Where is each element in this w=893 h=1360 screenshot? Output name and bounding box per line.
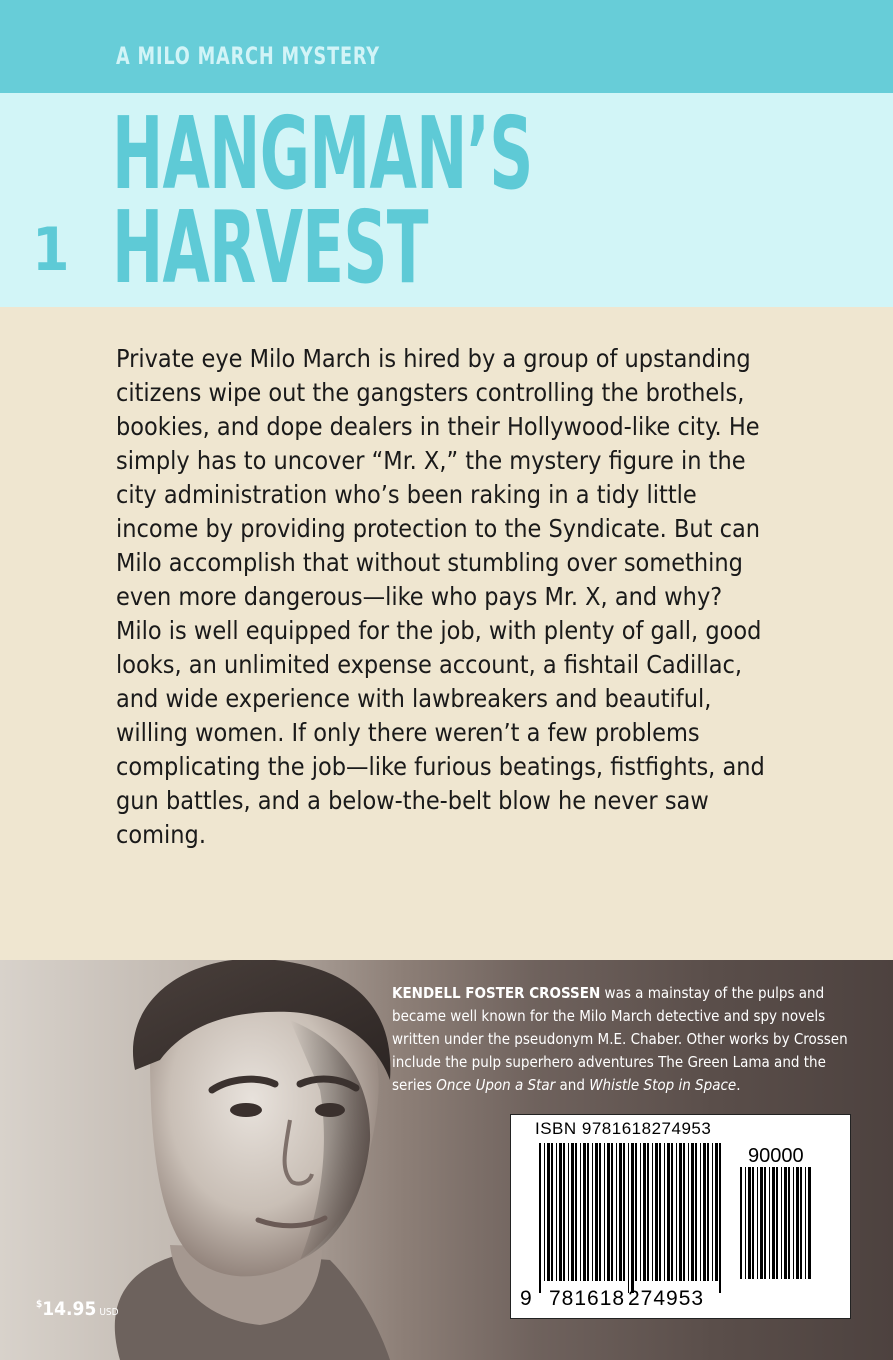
barcode-bar (719, 1143, 721, 1293)
barcode-bar (715, 1143, 718, 1281)
barcode-bar (776, 1167, 778, 1279)
barcode-bar (748, 1167, 751, 1279)
barcode-bar (611, 1143, 613, 1281)
barcode-bars (539, 1143, 724, 1293)
barcode-bar (619, 1143, 622, 1281)
barcode-bar (769, 1167, 770, 1279)
barcode-bar (631, 1143, 634, 1293)
barcode-bar (595, 1143, 598, 1281)
isbn-label: ISBN 9781618274953 (535, 1119, 712, 1138)
barcode-bar (700, 1143, 701, 1281)
series-title-once-upon-a-star: Once Upon a Star (436, 1076, 556, 1094)
barcode-bar (800, 1167, 802, 1279)
barcode-bar (796, 1167, 799, 1279)
barcode-bar (664, 1143, 665, 1281)
barcode-bar (740, 1167, 742, 1279)
barcode-bar (760, 1167, 763, 1279)
author-bio-text: was a mainstay of the pulps and became well known for the Milo March detective and spy novels written under the pseudonym M.E. Chaber. Other works by Crossen include the pulp superhero adventures The Green Lama and the series (392, 984, 848, 1094)
book-blurb: Private eye Milo March is hired by a group of upstanding citizens wipe out the gangsters controlling the brothels, bookies, and dope dealers in their Hollywood-like city. He simply has to uncover “Mr. X,” the mystery figure in the city administration who’s been raking in a tidy little income by providing protection to the Syndicate. But can Milo accomplish that without stumbling over something even more dangerous—like who pays Mr. X, and why? Milo is well equipped for the job, with plenty of gall, good looks, an unlimited expense account, a fishtail Cadillac, and wide experience with lawbreakers and beautiful, willing women. If only there weren’t a few problems complicating the job—like furious beatings, fistfights, and gun battles, and a below-the-belt blow he never saw coming. (116, 344, 765, 849)
barcode-bar (703, 1143, 706, 1281)
barcode-bar (793, 1167, 794, 1279)
barcode-bar (659, 1143, 661, 1281)
barcode-digits-right: 274953 (628, 1287, 705, 1310)
addon-barcode-bars (740, 1167, 812, 1291)
barcode-bar (559, 1143, 562, 1281)
book-title-line-2: HARVEST (112, 189, 428, 306)
barcode-bar (784, 1167, 787, 1279)
barcode-bar (607, 1143, 610, 1281)
book-title-line-1: HANGMAN’S (112, 95, 533, 212)
currency-symbol: $ (36, 1299, 43, 1310)
barcode-bar (688, 1143, 689, 1281)
price-amount: 14.95 (42, 1298, 97, 1320)
barcode-bar (667, 1143, 670, 1281)
barcode-bar (587, 1143, 589, 1281)
series-title-whistle-stop: Whistle Stop in Space (589, 1076, 737, 1094)
barcode-bar (544, 1143, 545, 1281)
volume-number: 1 (32, 215, 70, 285)
barcode-bar (556, 1143, 557, 1281)
price-currency: USD (99, 1307, 119, 1318)
barcode-bar (580, 1143, 581, 1281)
barcode-bar (676, 1143, 677, 1281)
author-bio-and: and (555, 1076, 590, 1094)
author-bio (392, 982, 860, 1097)
barcode-bar (599, 1143, 601, 1281)
barcode-bar (707, 1143, 709, 1281)
barcode-bar (757, 1167, 758, 1279)
barcode-bar (623, 1143, 625, 1281)
barcode-bar (788, 1167, 790, 1279)
author-bio-end: . (736, 1076, 741, 1094)
barcode-bar (604, 1143, 605, 1281)
barcode-bar (745, 1167, 746, 1279)
barcode-bar (808, 1167, 811, 1279)
barcode-bar (568, 1143, 569, 1281)
barcode-bar (781, 1167, 782, 1279)
barcode-bar (635, 1143, 637, 1281)
barcode-bar (583, 1143, 586, 1281)
barcode-bar (683, 1143, 685, 1281)
barcode-bar (772, 1167, 775, 1279)
price-addon-code: 90000 (748, 1145, 804, 1167)
barcode-bar (679, 1143, 682, 1281)
author-name: KENDELL FOSTER CROSSEN (392, 984, 601, 1002)
barcode-bar (752, 1167, 754, 1279)
barcode-bar (655, 1143, 658, 1281)
barcode-bar (616, 1143, 617, 1281)
barcode-digits-left: 781618 (549, 1287, 626, 1310)
barcode-bar (671, 1143, 673, 1281)
price-tag (36, 1298, 119, 1320)
barcode-bar (539, 1143, 541, 1293)
barcode-bar (571, 1143, 574, 1281)
barcode-bar (764, 1167, 766, 1279)
barcode-bar (643, 1143, 646, 1281)
series-band (0, 0, 893, 93)
barcode-bar (805, 1167, 806, 1279)
barcode-bar (628, 1143, 629, 1293)
series-label: A MILO MARCH MYSTERY (116, 42, 380, 70)
isbn-barcode (510, 1114, 851, 1319)
barcode-bar (551, 1143, 553, 1281)
barcode-bar (647, 1143, 649, 1281)
barcode-bar (563, 1143, 565, 1281)
barcode-bar (592, 1143, 593, 1281)
barcode-bar (575, 1143, 577, 1281)
barcode-digit-first: 9 (520, 1287, 532, 1310)
barcode-bar (547, 1143, 550, 1281)
author-photo-section (0, 960, 893, 1360)
barcode-bar (712, 1143, 713, 1281)
barcode-bar (640, 1143, 641, 1281)
barcode-bar (695, 1143, 697, 1281)
barcode-bar (691, 1143, 694, 1281)
barcode-bar (652, 1143, 653, 1281)
